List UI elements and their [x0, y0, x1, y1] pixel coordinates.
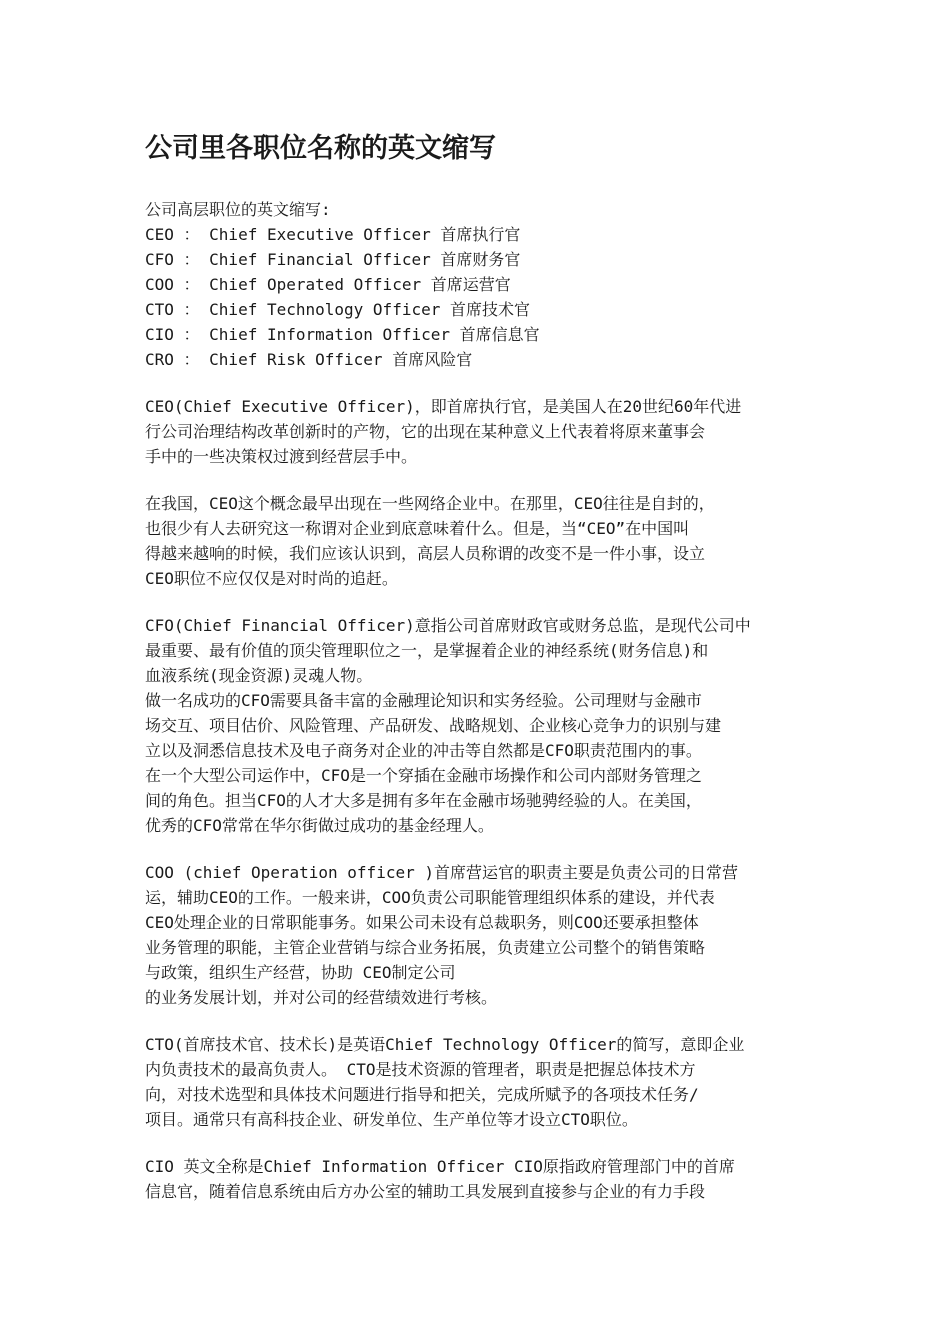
- paragraph-line: CIO 英文全称是Chief Information Officer CIO原指政府管理部门中的首席: [145, 1157, 735, 1176]
- paragraph-line: 行公司治理结构改革创新时的产物，它的出现在某种意义上代表着将原来董事会: [145, 422, 706, 441]
- paragraph-line: 得越来越响的时候，我们应该认识到，高层人员称谓的改变不是一件小事，设立: [145, 544, 706, 563]
- paragraph-line: 项目。通常只有高科技企业、研发单位、生产单位等才设立CTO职位。: [145, 1110, 638, 1129]
- document-body: [145, 197, 810, 1204]
- paragraph-cto: [145, 1032, 810, 1132]
- paragraph-line: 在一个大型公司运作中，CFO是一个穿插在金融市场操作和公司内部财务管理之: [145, 766, 702, 785]
- position-item-cfo: CFO ： Chief Financial Officer 首席财务官: [145, 250, 521, 269]
- paragraph-gap: [145, 372, 810, 394]
- position-item-cio: CIO ： Chief Information Officer 首席信息官: [145, 325, 540, 344]
- paragraph-line: CEO(Chief Executive Officer)，即首席执行官，是美国人在20世纪60年代进: [145, 397, 742, 416]
- page-title: 公司里各职位名称的英文缩写: [145, 133, 496, 164]
- paragraph-line: 内负责技术的最高负责人。 CTO是技术资源的管理者，职责是把握总体技术方: [145, 1060, 696, 1079]
- paragraph-line: 场交互、项目估价、风险管理、产品研发、战略规划、企业核心竞争力的识别与建: [145, 716, 722, 735]
- paragraph-line: 与政策，组织生产经营，协助 CEO制定公司: [145, 963, 456, 982]
- paragraph-line: COO (chief Operation officer )首席营运官的职责主要是负责公司的日常营: [145, 863, 738, 882]
- position-item-cto: CTO ： Chief Technology Officer 首席技术官: [145, 300, 530, 319]
- paragraph-ceo-china: [145, 491, 810, 591]
- paragraph-line: CEO职位不应仅仅是对时尚的追赶。: [145, 569, 398, 588]
- position-item-coo: COO ： Chief Operated Officer 首席运营官: [145, 275, 511, 294]
- paragraph-line: 信息官，随着信息系统由后方办公室的辅助工具发展到直接参与企业的有力手段: [145, 1182, 706, 1201]
- intro-line: 公司高层职位的英文缩写:: [145, 200, 331, 219]
- paragraph-line: 做一名成功的CFO需要具备丰富的金融理论知识和实务经验。公司理财与金融市: [145, 691, 702, 710]
- position-item-ceo: CEO ： Chief Executive Officer 首席执行官: [145, 225, 521, 244]
- paragraph-gap: [145, 1010, 810, 1032]
- paragraph-cio: [145, 1154, 810, 1204]
- paragraph-line: 业务管理的职能，主管企业营销与综合业务拓展，负责建立公司整个的销售策略: [145, 938, 706, 957]
- paragraph-ceo-definition: [145, 394, 810, 469]
- paragraph-line: 向，对技术选型和具体技术问题进行指导和把关，完成所赋予的各项技术任务/: [145, 1085, 699, 1104]
- position-item-cro: CRO ： Chief Risk Officer 首席风险官: [145, 350, 473, 369]
- paragraph-line: 的业务发展计划，并对公司的经营绩效进行考核。: [145, 988, 498, 1007]
- paragraph-gap: [145, 591, 810, 613]
- paragraph-line: 间的角色。担当CFO的人才大多是拥有多年在金融市场驰骋经验的人。在美国，: [145, 791, 702, 810]
- paragraph-gap: [145, 1132, 810, 1154]
- paragraph-line: 手中的一些决策权过渡到经营层手中。: [145, 447, 418, 466]
- paragraph-line: 最重要、最有价值的顶尖管理职位之一，是掌握着企业的神经系统(财务信息)和: [145, 641, 709, 660]
- paragraph-line: CTO(首席技术官、技术长)是英语Chief Technology Officer的简写，意即企业: [145, 1035, 745, 1054]
- paragraph-coo: [145, 860, 810, 1010]
- paragraph-line: 血液系统(现金资源)灵魂人物。: [145, 666, 373, 685]
- paragraph-line: 运，辅助CEO的工作。一般来讲，COO负责公司职能管理组织体系的建设，并代表: [145, 888, 715, 907]
- paragraph-gap: [145, 838, 810, 860]
- paragraph-line: 在我国，CEO这个概念最早出现在一些网络企业中。在那里，CEO往往是自封的，: [145, 494, 715, 513]
- paragraph-line: 也很少有人去研究这一称谓对企业到底意味着什么。但是，当“CEO”在中国叫: [145, 519, 690, 538]
- paragraph-cfo: [145, 613, 810, 838]
- paragraph-line: 立以及洞悉信息技术及电子商务对企业的冲击等自然都是CFO职责范围内的事。: [145, 741, 702, 760]
- paragraph-line: CFO(Chief Financial Officer)意指公司首席财政官或财务总监，是现代公司中: [145, 616, 751, 635]
- paragraph-gap: [145, 469, 810, 491]
- positions-list: [145, 222, 810, 372]
- paragraph-line: CEO处理企业的日常职能事务。如果公司未设有总裁职务，则COO还要承担整体: [145, 913, 699, 932]
- paragraph-line: 优秀的CFO常常在华尔街做过成功的基金经理人。: [145, 816, 494, 835]
